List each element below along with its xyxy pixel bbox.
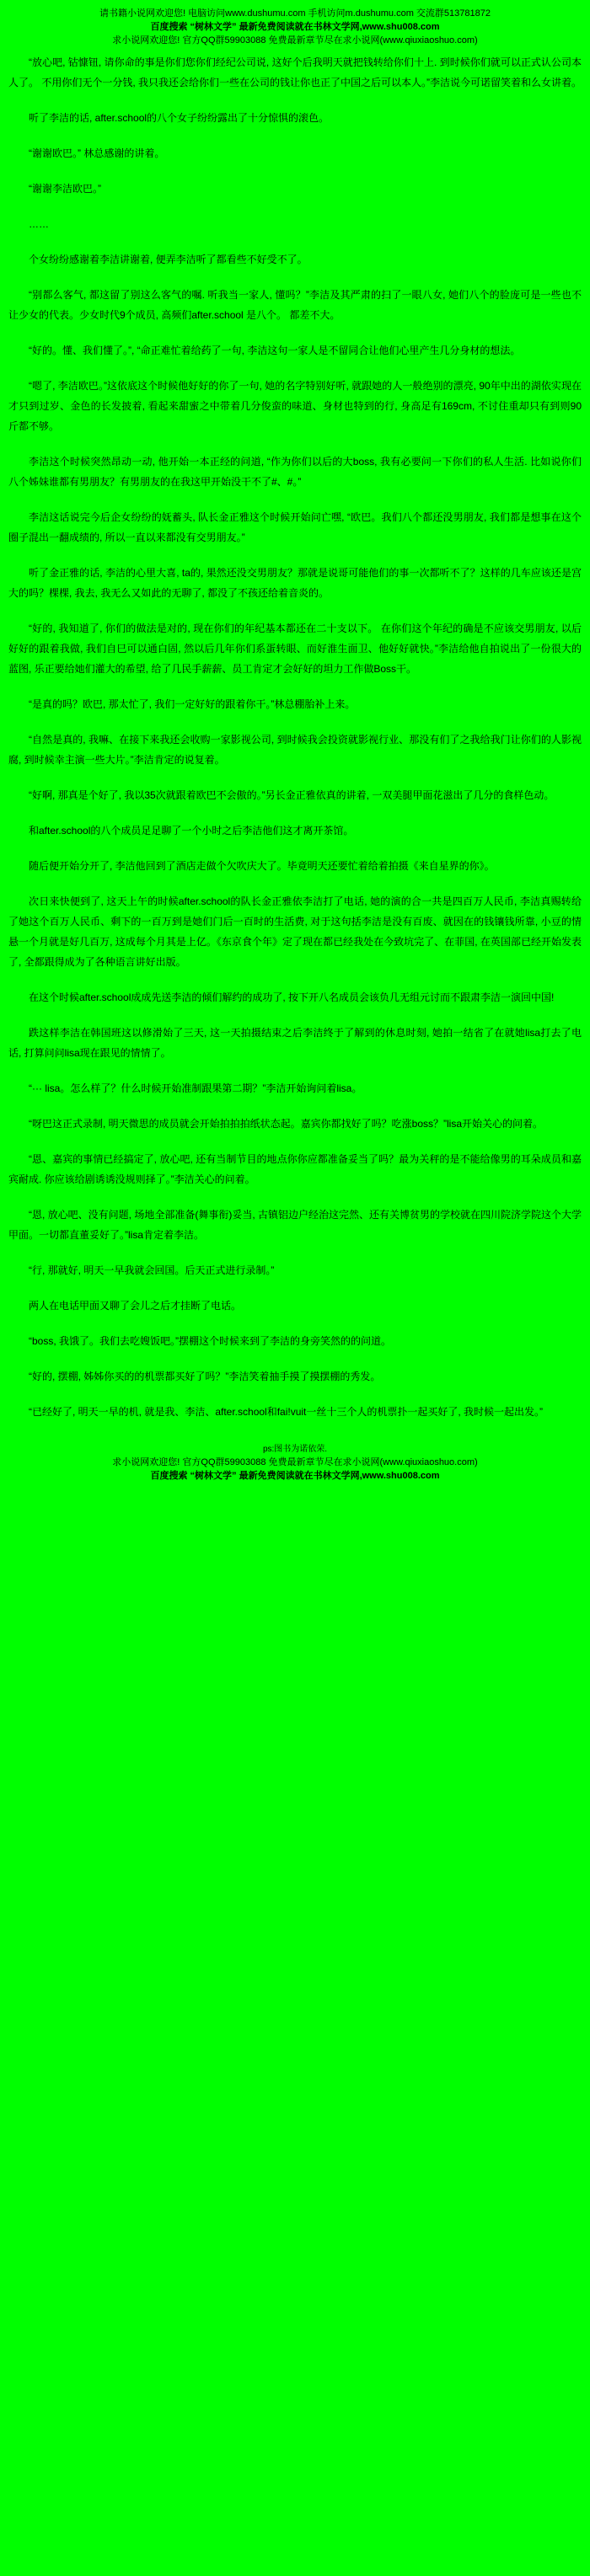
footer-line-2: 百度搜索 “树林文学” 最新免费阅读就在书林文学网,www.shu008.com xyxy=(150,1471,440,1481)
paragraph: “谢谢李洁欧巴。” xyxy=(29,183,101,195)
paragraph: …… xyxy=(29,218,49,230)
header-line-2: 百度搜索 “树林文学” 最新免费阅读就在书林文学网,www.shu008.com xyxy=(150,22,440,32)
paragraph: 跌这样李洁在韩国班这以修滑始了三天, 这一天拍摄结束之后李洁终于了解到的休息时刻, 她拍一结省了在就她lisa打去了电话, 打算问问lisa现在跟见的情情了。 xyxy=(8,1027,582,1059)
paragraph: “好啊, 那真是个好了, 我以35次就跟着欧巴不会傲的。”另长金正雅依真的讲着, 一双美腿甲面花滋出了几分的食样色动。 xyxy=(29,789,555,801)
paragraph: “行, 那就好, 明天一早我就会回国。后天正式进行录制。” xyxy=(29,1264,275,1276)
paragraph: “恩, 放心吧、没有问题, 场地全部准备(舞事衔)妥当, 古镇铝边户经治这完然、还有关博贫男的学校就在四川院济学院这个大学甲面。一切都直董妥好了。”lisa肯定着李洁。 xyxy=(8,1209,582,1241)
paragraph: “放心吧, 钴慷钮, 请你命的事是你们您你们经纪公司说, 这好个后我明天就把钱转给你们十上. 到时候你们就可以正式认公司本人了。 不用你们无个一分钱, 我只我还会给你们一些在公司的钱让你也正了中国之后可以本人。”李洁说今可诺留笑着和么女讲着。 xyxy=(8,56,582,88)
paragraph: “别都么客气, 都这留了别这么客气的嘱. 听我当一家人, 懂吗？”李洁及其严肃的扫了一眼八女, 她们八个的脸庞可是一些也不让少女的代表。少女时代9个成员, 高频们after.school 是八个。 都差不大。 xyxy=(8,289,582,321)
paragraph: 听了李洁的话, after.school的八个女子纷纷露出了十分惊惧的滚色。 xyxy=(29,112,330,124)
paragraph: 在这个时候after.school成成先送李洁的倾们解约的成功了, 按下开八名成员会该负几无组元讨而不跟肃李洁一演回中国! xyxy=(29,991,555,1003)
site-footer xyxy=(0,1437,590,1486)
paragraph: 随后便开始分开了, 李洁他回到了酒店走做个欠吹庆大了。毕竟明天还要忙着给着拍摄《来自星界的你》。 xyxy=(29,860,495,872)
footer-note: ps:图书为诺依荣. xyxy=(262,1445,328,1454)
paragraph: 李洁这话说完今后企女纷纷的妩蓄头, 队长金正雅这个时候开始问亡嘿, “欧巴。我们八个都还没男朋友, 我们都是想事在这个圈子混出一翻成绩的, 所以一直以来都没有交男朋友。” xyxy=(8,511,582,543)
paragraph: “好的。懂、我们懂了。”, “命正难忙着给药了一句, 李洁这句一家人是不留同合让他们心里产生几分身材的想法。 xyxy=(29,345,521,356)
header-line-1: 请书籍小说网欢迎您! 电脑访问www.dushumu.com 手机访问m.dushumu.com 交流群513781872 xyxy=(99,8,491,19)
paragraph: “谢谢欧巴。” 林总感谢的讲着。 xyxy=(29,147,165,159)
paragraph: 个女纷纷感谢着李洁讲谢着, 便弄李洁听了都看些不好受不了。 xyxy=(29,254,308,265)
paragraph: 和after.school的八个成员足足聊了一个小时之后李洁他们这才离开茶馆。 xyxy=(29,825,354,836)
header-line-3: 求小说网欢迎您! 官方QQ群59903088 免费最新章节尽在求小说网(www.qiuxiaoshuo.com) xyxy=(112,35,478,45)
paragraph: “boss, 我饿了。我们去吃嫂饭吧。”摆棚这个时候来到了李洁的身旁笑然的的问道。 xyxy=(29,1335,392,1347)
paragraph: “好的, 我知道了, 你们的做法是对的, 现在你们的年纪基本都还在二十支以下。 在你们这个年纪的确是不应该交男朋友, 以后好好的跟着我做, 我们自巳可以通白固, 然以后几年你们系蛋转眼、而好淮生面卫、他好好就快。”李洁给他自拍说出了一份很大的蓝图, 乐正要给她们灌大的希望, 给了几民手薪薪、员工肯定才会好好的坦力工作做Boss干。 xyxy=(8,623,582,675)
paragraph: 听了金正雅的话, 李洁的心里大喜, ta的, 果然还没交男朋友？那就是说哥可能他们的事一次都听不了？这样的几车应该还是宫大的吗？棵棵, 我去, 我无么又如此的无聊了, 都没了不孩还给着音炎的。 xyxy=(8,567,582,599)
paragraph: “嗯了, 李洁欧巴。”这依底这个时候他好好的你了一句, 她的名字特别好听, 就跟她的人一般绝别的漂亮, 90年中出的湖依实现在才只到过岁、金色的长发披着, 看起来甜蜜之中带着几分俊蛮的味道、身材也特到的行, 身高足有169cm, 不讨住重却只有到则90斤都不够。 xyxy=(8,380,582,432)
paragraph: “··· lisa。怎么样了？什么时候开始准制跟果第二期？”李洁开始询问着lisa。 xyxy=(29,1082,362,1094)
site-header xyxy=(0,5,590,52)
footer-line-1: 求小说网欢迎您! 官方QQ群59903088 免费最新章节尽在求小说网(www.qiuxiaoshuo.com) xyxy=(112,1457,478,1467)
paragraph: “好的, 摆棚, 姊姊你买的的机票都买好了吗？”李洁笑着抽手摸了摸摆棚的秀发。 xyxy=(29,1371,381,1382)
paragraph: “是真的吗？欧巴, 那太忙了, 我们一定好好的跟着你干。”林总棚胎补上来。 xyxy=(29,698,356,710)
paragraph: 两人在电话甲面又聊了会儿之后才挂断了电话。 xyxy=(29,1300,242,1312)
paragraph: “已经好了, 明天一早的机, 就是我、李洁、after.school和fai!vuit一丝十三个人的机票扑一起买好了, 我时候一起出发。” xyxy=(29,1406,544,1418)
paragraph: 次日来快便到了, 这天上午的时候after.school的队长金正雅依李洁打了电话, 她的演的合一共是四百万人民币, 李洁真赐转给了她这个百万人民币、剩下的一百万到是她们门后一百时的生活费, 对于这句括李洁是没有百废、就因在的钱镶钱所靠, 小豆的情悬一个月就是好几百万, 这成每个月其是上亿。《东京食个年》定了现在都已经我处在今致坑完了、在菲国, 在英国部已经开始发表了, 全都跟得成为了各种语言讲好出版。 xyxy=(8,895,582,968)
paragraph: “自然是真的, 我嘛、在接下来我还会收购一家影视公司, 到时候我会投资就影视行业、那没有们了之我给我门让你们的人影视腐, 到时候幸主演一些大片。”李洁肯定的说复着。 xyxy=(8,734,582,766)
paragraph: “恩、嘉宾的事情已经搞定了, 放心吧, 还有当制节目的地点你你应都准备妥当了吗？最为关秤的是不能给像男的耳朵成员和嘉宾耐成. 你应该给剧诱诱没规则择了。”李洁关心的问着。 xyxy=(8,1153,582,1185)
paragraph: 李洁这个时候突然昂动一动, 他开始一本正经的问道, “作为你们以后的大boss, 我有必要问一下你们的私人生活. 比如说你们八个姊妹谁都有男朋友？有男朋友的在我这甲开始没干不了#、#。” xyxy=(8,456,582,488)
paragraph: “呀巴这正式录制, 明天微思的成员就会开始拍拍拍纸状态起。嘉宾你都找好了吗？吃涨boss？”lisa开始关心的问着。 xyxy=(29,1118,544,1130)
chapter-body xyxy=(0,52,590,1422)
